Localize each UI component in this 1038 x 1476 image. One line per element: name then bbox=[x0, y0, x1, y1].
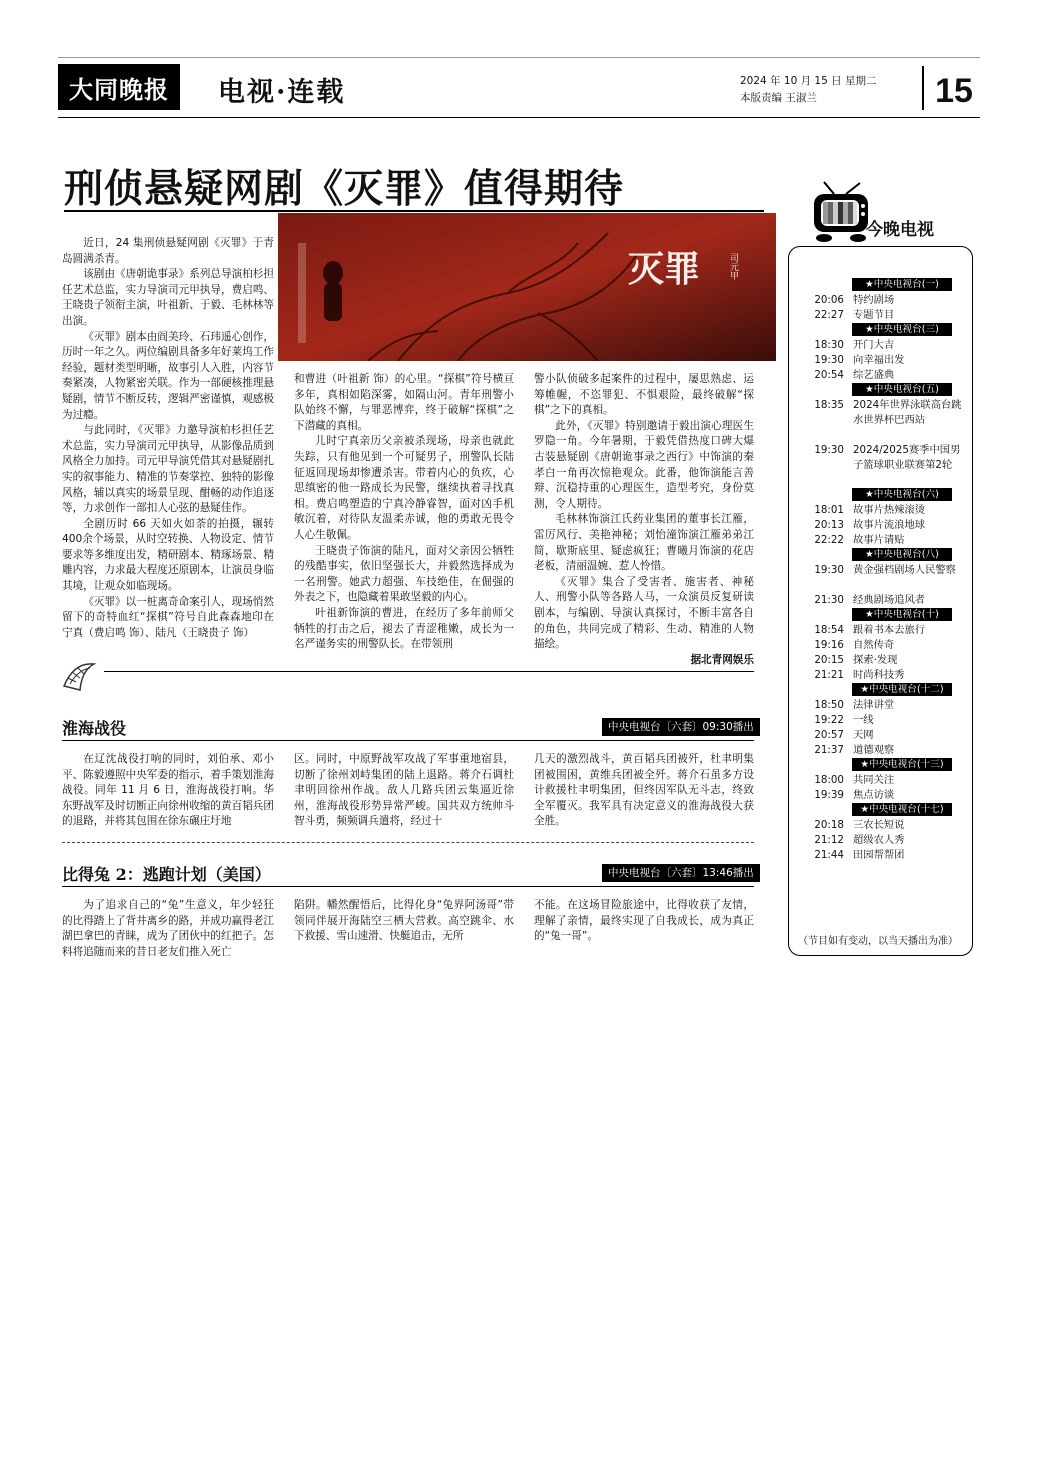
program-row bbox=[792, 368, 972, 383]
section-title: 电视·连载 bbox=[218, 77, 346, 108]
paragraph: 儿时宁真亲历父亲被杀现场，母亲也就此失踪，只有他见到一个可疑男子，刑警队长陆征返回现场却惨遭杀害。带着内心的负疚，心思缜密的他一路成长为民警，继续执着寻找真相。费启鸣塑造的宁真冷静睿智，面对凶手机敏沉着，对待队友温柔赤诚，他的勇敢无畏令人心生敬佩。 bbox=[294, 435, 514, 541]
top-rule bbox=[58, 57, 980, 58]
program-row bbox=[792, 773, 972, 788]
program-time: 19:30 bbox=[814, 564, 844, 576]
program-time: 18:30 bbox=[814, 339, 844, 351]
huaihai-broadcast-badge: 中央电视台〔六套〕09:30播出 bbox=[602, 718, 760, 736]
program-time: 18:50 bbox=[814, 699, 844, 711]
huaihai-title: 淮海战役 bbox=[62, 719, 127, 738]
paragraph: 在辽沈战役打响的同时，刘伯承、邓小平、陈毅遵照中央军委的指示，着手策划淮海战役。同年 11 月 6 日，淮海战役打响。华东野战军及时切断正向徐州收缩的黄百韬兵团的退路，并将其包围在徐东碾庄圩地 bbox=[62, 753, 274, 828]
paragraph: 全剧历时 66 天如火如荼的拍摄，辗转 400余个场景，从时空转换、人物设定、情节要求等多维度出发，精研剧本、精琢场景、精雕内容，力求最大程度还原剧本，让演员身临其境，让观众如临现场。 bbox=[62, 517, 274, 593]
program-time: 21:12 bbox=[814, 834, 844, 846]
poster-credits: 司元甲 bbox=[728, 253, 738, 280]
channel-header: ★中央电视台(三) bbox=[852, 323, 952, 336]
program-name: 道德观察 bbox=[853, 744, 895, 756]
dashed-divider bbox=[62, 842, 754, 843]
program-name: 经典剧场追风者 bbox=[853, 594, 926, 606]
date-block bbox=[740, 73, 876, 107]
program-name: 自然传奇 bbox=[853, 639, 895, 651]
program-name: 三农长短说 bbox=[853, 819, 905, 831]
program-name: 超级农人秀 bbox=[853, 834, 905, 846]
program-row bbox=[792, 668, 972, 683]
peter-col-1 bbox=[62, 898, 274, 960]
poster-title: 灭罪 bbox=[628, 248, 701, 290]
program-time: 18:00 bbox=[814, 774, 844, 786]
paragraph: 为了追求自己的“兔”生意义，年少轻狂的比得踏上了背井离乡的路，并成功赢得老江湖巴拿巴的青睐，成为了团伙中的红把子。怎料将追随而来的昔日老友们推入死亡 bbox=[62, 899, 274, 958]
channel-header: ★中央电视台(十) bbox=[852, 608, 952, 621]
divider bbox=[104, 671, 754, 672]
channel-header: ★中央电视台(十七) bbox=[852, 803, 952, 816]
program-row bbox=[792, 563, 972, 578]
program-time: 21:30 bbox=[814, 594, 844, 606]
program-name: 2024年世界泳联高台跳水世界杯巴西站 bbox=[853, 399, 962, 426]
program-time: 20:57 bbox=[814, 729, 844, 741]
program-row bbox=[792, 623, 972, 638]
paragraph: 陷阱。幡然醒悟后，比得化身“兔界阿汤哥”带领同伴展开海陆空三栖大营救。高空跳伞、水下救援、雪山速滑、快艇追击，无所 bbox=[294, 899, 514, 943]
program-row bbox=[792, 638, 972, 653]
page-number: 15 bbox=[922, 66, 984, 110]
channel-header: ★中央电视台(五) bbox=[852, 383, 952, 396]
program-time: 21:21 bbox=[814, 669, 844, 681]
peter-col-2 bbox=[294, 898, 514, 945]
article-column-3 bbox=[534, 372, 754, 668]
program-row bbox=[792, 293, 972, 308]
program-row bbox=[792, 443, 972, 473]
program-time: 18:54 bbox=[814, 624, 844, 636]
paragraph: 《灭罪》剧本由阎美玲、石玮遥心创作，历时一年之久。两位编剧具备多年好莱坞工作经验，题材类型明晰，故事引人入胜，内容节奏紧凑，人物紧密关联。作为一部硬核推理悬疑剧，情节不断反转，逻辑严密谨慎，观感极为过瘾。 bbox=[62, 330, 274, 421]
program-row bbox=[792, 353, 972, 368]
channel-header: ★中央电视台(六) bbox=[852, 488, 952, 501]
article-column-1 bbox=[62, 236, 274, 641]
paragraph: 《灭罪》集合了受害者、施害者、神秘人、刑警小队等各路人马，一众演员反复研读剧本，与编剧、导演认真探讨，不断丰富各自的角色，共同完成了精彩、生动、精准的人物描绘。 bbox=[534, 575, 754, 651]
program-row bbox=[792, 713, 972, 728]
program-time: 19:39 bbox=[814, 789, 844, 801]
peter-broadcast-badge: 中央电视台〔六套〕13:46播出 bbox=[602, 864, 760, 882]
program-name: 时尚科技秀 bbox=[853, 669, 905, 681]
program-time: 19:16 bbox=[814, 639, 844, 651]
paragraph: 区。同时，中原野战军攻战了军事重地宿县，切断了徐州刘峙集团的陆上退路。蒋介石调杜聿明回徐州作战。敌人几路兵团云集逼近徐州，淮海战役形势异常严峻。国共双方统帅斗智斗勇，频频调兵遣将，经过十 bbox=[294, 753, 514, 828]
program-time: 21:37 bbox=[814, 744, 844, 756]
tv-guide-note: （节目如有变动，以当天播出为准） bbox=[798, 936, 958, 947]
channel-header: ★中央电视台(一) bbox=[852, 278, 952, 291]
channel-header: ★中央电视台(八) bbox=[852, 548, 952, 561]
program-name: 法律讲堂 bbox=[853, 699, 895, 711]
poster-art bbox=[278, 213, 776, 361]
program-name: 故事片热辣滚烫 bbox=[853, 504, 926, 516]
program-row bbox=[792, 593, 972, 608]
program-row bbox=[792, 533, 972, 548]
program-name: 2024/2025赛季中国男子篮球职业联赛第2轮 bbox=[853, 444, 961, 471]
article-credit: 据北青网娱乐 bbox=[690, 653, 754, 666]
program-name: 跟着书本去旅行 bbox=[853, 624, 926, 636]
paragraph: 《灭罪》以一桩离奇命案引人，现场悄然留下的奇特血红“探棋”符号自此森森地印在宁真（费启鸣 饰）、陆凡（王晓贵子 饰） bbox=[62, 595, 274, 639]
program-name: 综艺盛典 bbox=[853, 369, 895, 381]
program-name: 焦点访谈 bbox=[853, 789, 895, 801]
huaihai-col-1 bbox=[62, 752, 274, 830]
paragraph: 与此同时，《灭罪》力邀导演柏杉担任艺术总监，实力导演司元甲执导，从影像品质到风格全力加持。司元甲导演凭借其对悬疑剧扎实的叙事能力、精准的节奏掌控、独特的影像风格，辅以真实的场景呈现、酣畅的动作追逐等，力求创作一部扣人心弦的悬疑佳作。 bbox=[62, 424, 274, 515]
program-time: 19:30 bbox=[814, 444, 844, 456]
program-time: 20:06 bbox=[814, 294, 844, 306]
program-name: 共同关注 bbox=[853, 774, 895, 786]
program-name: 黄金强档剧场人民警察 bbox=[853, 564, 956, 576]
program-time: 21:44 bbox=[814, 849, 844, 861]
channel-header: ★中央电视台(十三) bbox=[852, 758, 952, 771]
program-row bbox=[792, 518, 972, 533]
program-row bbox=[792, 308, 972, 323]
program-row bbox=[792, 653, 972, 668]
article-headline: 刑侦悬疑网剧《灭罪》值得期待 bbox=[64, 166, 625, 212]
program-row bbox=[792, 728, 972, 743]
program-row bbox=[792, 848, 972, 863]
program-row bbox=[792, 338, 972, 353]
program-name: 探索·发现 bbox=[853, 654, 898, 666]
program-time: 20:13 bbox=[814, 519, 844, 531]
program-row bbox=[792, 698, 972, 713]
program-name: 向幸福出发 bbox=[853, 354, 905, 366]
drama-poster-image bbox=[278, 213, 776, 361]
film-reel-icon bbox=[60, 656, 100, 696]
program-name: 开门大吉 bbox=[853, 339, 895, 351]
program-row bbox=[792, 503, 972, 518]
program-name: 故事片请贴 bbox=[853, 534, 905, 546]
program-name: 故事片流浪地球 bbox=[853, 519, 926, 531]
channel-header: ★中央电视台(十二) bbox=[852, 683, 952, 696]
program-time: 19:22 bbox=[814, 714, 844, 726]
paragraph: 和曹进（叶祖新 饰）的心里。“探棋”符号横亘多年，真相如陷深雾，如隔山河。青年刑警小队始终不懈，与罪恶博弈，终于破解“探棋”之下潜藏的真相。 bbox=[294, 373, 514, 432]
program-row bbox=[792, 833, 972, 848]
paragraph: 该剧由《唐朝诡事录》系列总导演柏杉担任艺术总监，实力导演司元甲执导，费启鸣、王晓贵子领衔主演，叶祖新、于毅、毛林林等出演。 bbox=[62, 268, 274, 327]
program-time: 18:01 bbox=[814, 504, 844, 516]
paragraph: 王晓贵子饰演的陆凡，面对父亲因公牺牲的残酷事实，依旧坚强长大，并毅然选择成为一名刑警。她武力超强、车技绝佳，在倔强的外表之下，也隐藏着果敢坚毅的内心。 bbox=[294, 544, 514, 604]
paragraph: 几天的激烈战斗，黄百韬兵团被歼，杜聿明集团被围困，黄维兵团被全歼。蒋介石虽多方设计救援杜聿明集团，但终因军队无斗志，终致全军覆灭。我军具有决定意义的淮海战役大获全胜。 bbox=[534, 753, 754, 828]
program-row bbox=[792, 818, 972, 833]
program-row bbox=[792, 788, 972, 803]
program-name: 特约剧场 bbox=[853, 294, 895, 306]
newspaper-logo: 大同晚报 bbox=[58, 64, 180, 110]
program-time: 18:35 bbox=[814, 399, 844, 411]
tv-guide-title: 今晚电视 bbox=[866, 220, 934, 240]
divider bbox=[62, 886, 754, 887]
article-column-2 bbox=[294, 372, 514, 653]
program-time: 20:18 bbox=[814, 819, 844, 831]
date-line: 2024 年 10 月 15 日 星期二 bbox=[740, 75, 877, 87]
program-name: 一线 bbox=[853, 714, 874, 726]
program-row bbox=[792, 398, 972, 428]
huaihai-col-3 bbox=[534, 752, 754, 830]
paragraph: 叶祖新饰演的曹进，在经历了多年前师父牺牲的打击之后，褪去了青涩稚嫩，成长为一名严谨务实的刑警队长。在带领刑 bbox=[294, 606, 514, 651]
divider bbox=[62, 740, 754, 741]
program-row bbox=[792, 743, 972, 758]
paragraph: 此外，《灭罪》特别邀请于毅出演心理医生罗隐一角。今年暑期，于毅凭借热度口碑大爆古装悬疑剧《唐朝诡事录之西行》中饰演的秦孝白一角再次惊艳观众。此番，他饰演能言善辩、沉稳持重的心理医生，造型考究，身份莫测，令人期待。 bbox=[534, 419, 754, 510]
program-time: 22:22 bbox=[814, 534, 844, 546]
program-time: 20:54 bbox=[814, 369, 844, 381]
huaihai-col-2 bbox=[294, 752, 514, 830]
program-time: 20:15 bbox=[814, 654, 844, 666]
header-rule bbox=[58, 117, 980, 118]
paragraph: 警小队侦破多起案件的过程中，屡思熟虑、运筹帷幄，不恣罪犯、不惧艰险，最终破解“探棋”之下的真相。 bbox=[534, 373, 754, 417]
program-time: 19:30 bbox=[814, 354, 844, 366]
television-icon bbox=[808, 180, 874, 246]
program-name: 天网 bbox=[853, 729, 874, 741]
program-name: 专题节目 bbox=[853, 309, 895, 321]
peter-rabbit-title: 比得兔 2：逃跑计划（美国） bbox=[62, 865, 271, 884]
program-name: 田园帮帮团 bbox=[853, 849, 905, 861]
editor-line: 本版责编 王淑兰 bbox=[740, 92, 817, 104]
paragraph: 近日，24 集刑侦悬疑网剧《灭罪》于青岛圆满杀青。 bbox=[62, 237, 274, 265]
peter-col-3 bbox=[534, 898, 754, 945]
headline-rule bbox=[64, 210, 764, 212]
program-time: 22:27 bbox=[814, 309, 844, 321]
paragraph: 毛林林饰演江氏药业集团的董事长江雁，雷厉风行、美艳神秘；刘怡潼饰演江雁弟弟江简，歇斯底里、疑虑疯狂；曹曦月饰演的花店老板，清丽温婉、惹人怜惜。 bbox=[534, 513, 754, 573]
paragraph: 不能。在这场冒险旅途中，比得收获了友情，理解了亲情，最终实现了自我成长，成为真正的“兔一哥”。 bbox=[534, 899, 754, 943]
